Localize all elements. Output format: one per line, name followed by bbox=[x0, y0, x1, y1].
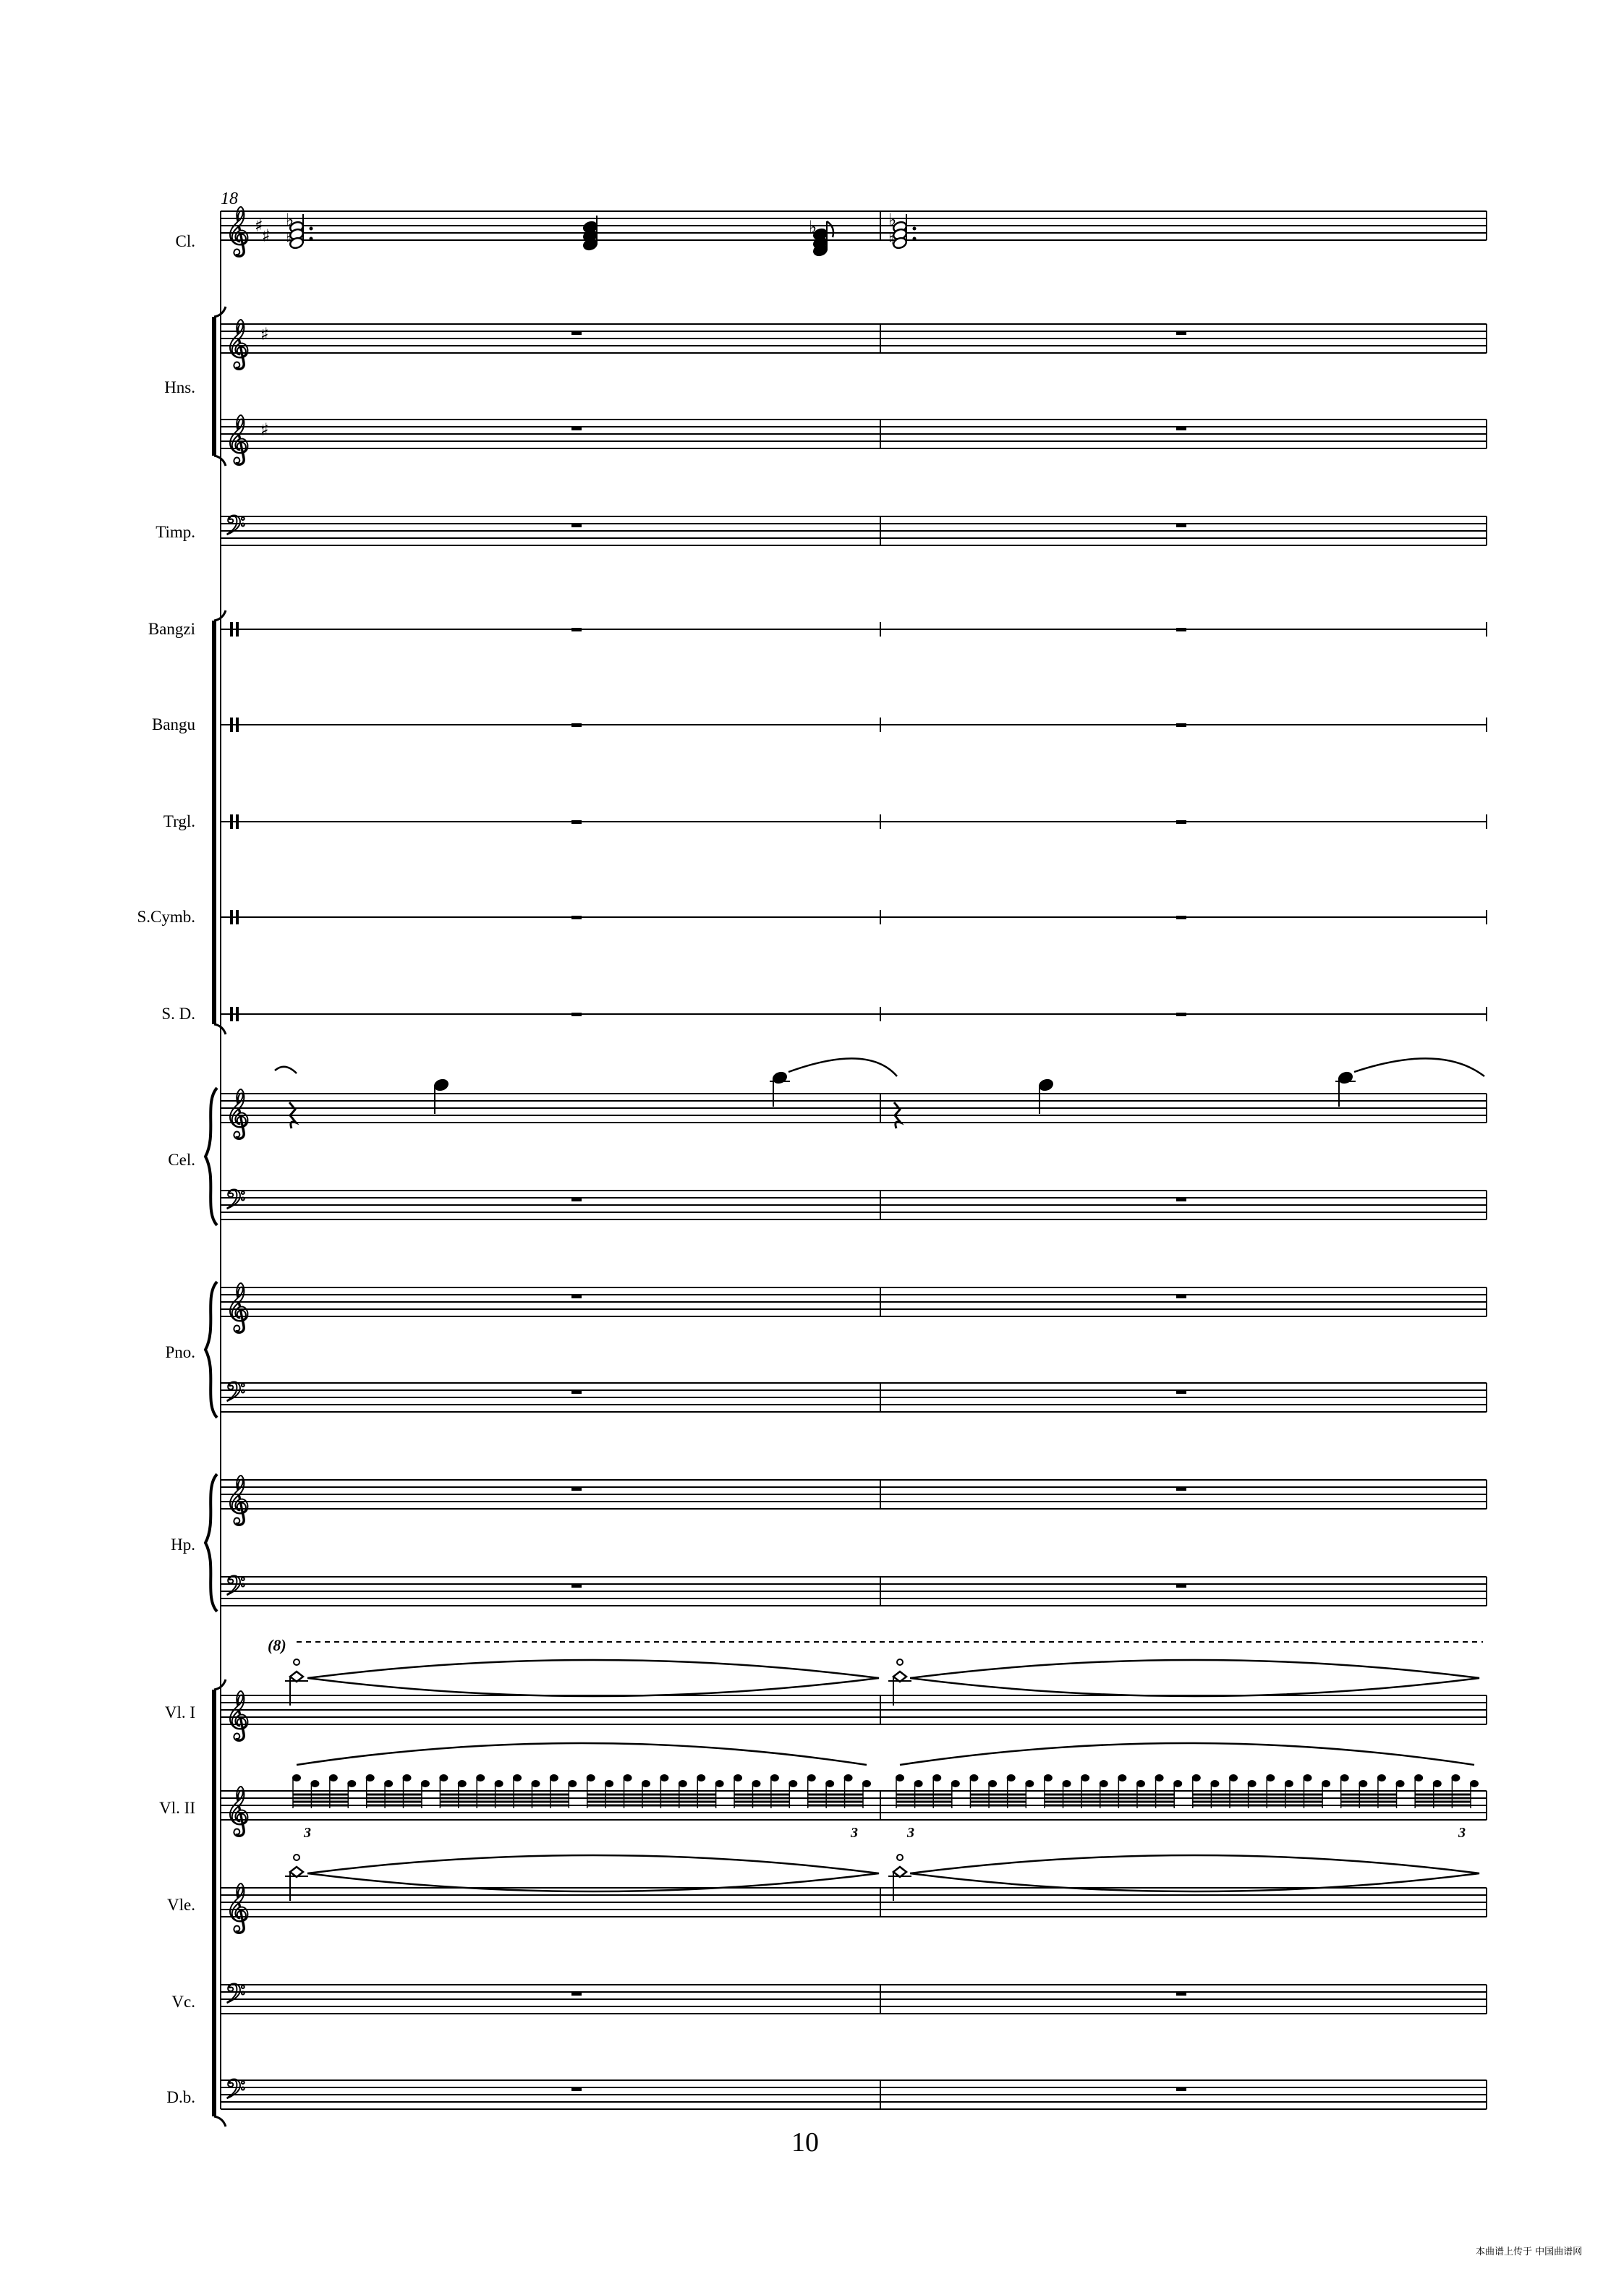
whole-rest bbox=[1176, 1013, 1186, 1016]
whole-rest bbox=[1176, 524, 1186, 527]
whole-rest bbox=[1176, 1584, 1186, 1588]
whole-rest bbox=[1176, 2087, 1186, 2091]
sharp-icon: ♯ bbox=[260, 324, 269, 344]
note-head bbox=[495, 1780, 503, 1787]
note-head bbox=[1285, 1780, 1293, 1787]
instrument-label-bangu: Bangu bbox=[151, 715, 195, 733]
whole-rest bbox=[571, 524, 582, 527]
note-head bbox=[1303, 1774, 1311, 1781]
note-head bbox=[951, 1780, 960, 1787]
treble-clef-icon: 𝄞 bbox=[225, 1882, 250, 1931]
percussion-clef-icon bbox=[230, 1007, 233, 1021]
score-marks bbox=[205, 210, 1484, 2127]
bass-clef-icon: 𝄢 bbox=[225, 1185, 246, 1222]
whole-rest bbox=[1176, 1487, 1186, 1491]
note-head bbox=[310, 1780, 319, 1787]
note-head bbox=[421, 1780, 430, 1787]
flat-icon: ♭ bbox=[888, 210, 897, 230]
note-head bbox=[896, 1774, 904, 1781]
note-head bbox=[642, 1780, 650, 1787]
whole-rest bbox=[571, 1295, 582, 1298]
whole-rest bbox=[1176, 1992, 1186, 1996]
percussion-staff bbox=[221, 718, 1487, 732]
note-head bbox=[1100, 1780, 1108, 1787]
note-head bbox=[476, 1774, 485, 1781]
tuplet-number: 3 bbox=[304, 1825, 311, 1841]
staff-horn-1 bbox=[221, 318, 1487, 370]
harp-brace bbox=[205, 1474, 217, 1612]
whole-rest bbox=[571, 723, 582, 727]
percussion-clef-icon bbox=[230, 814, 233, 829]
instrument-label-celesta: Cel. bbox=[168, 1151, 195, 1169]
staff-timpani bbox=[221, 511, 1487, 548]
whole-rest bbox=[571, 1198, 582, 1201]
note-head bbox=[1192, 1774, 1201, 1781]
bass-clef-icon: 𝄢 bbox=[225, 1571, 246, 1608]
percussion-clef-icon bbox=[236, 622, 239, 637]
slur bbox=[900, 1743, 1474, 1765]
note-head bbox=[1118, 1774, 1126, 1781]
treble-clef-icon: 𝄞 bbox=[225, 1690, 250, 1739]
percussion-staff bbox=[221, 622, 1487, 637]
note-head bbox=[1007, 1774, 1016, 1781]
note-flag bbox=[827, 221, 833, 237]
treble-clef-icon: 𝄞 bbox=[225, 318, 250, 367]
note-head bbox=[988, 1780, 997, 1787]
note-head bbox=[807, 1774, 816, 1781]
instrument-label-violin-2: Vl. II bbox=[159, 1799, 195, 1817]
note-head bbox=[439, 1774, 448, 1781]
ottava-marking: (8) bbox=[268, 1636, 286, 1654]
whole-rest bbox=[571, 331, 582, 335]
slur bbox=[910, 1855, 1479, 1891]
note-head bbox=[433, 1078, 448, 1091]
note-head bbox=[1414, 1774, 1423, 1781]
instrument-label-suspended-cymbal: S.Cymb. bbox=[137, 908, 195, 926]
whole-rest bbox=[1176, 628, 1186, 631]
whole-rest bbox=[1176, 331, 1186, 335]
whole-rest bbox=[571, 427, 582, 430]
percussion-clef-icon bbox=[230, 718, 233, 732]
harmonic-note-head bbox=[893, 1867, 906, 1877]
note-head bbox=[1025, 1780, 1034, 1787]
staff-celesta-treble bbox=[221, 1088, 1487, 1139]
note-head bbox=[1173, 1780, 1182, 1787]
note-head bbox=[458, 1780, 467, 1787]
tuplet-number: 3 bbox=[907, 1825, 914, 1841]
note-head bbox=[969, 1774, 978, 1781]
harmonic-circle bbox=[294, 1855, 299, 1860]
bass-clef-icon: 𝄢 bbox=[225, 511, 246, 548]
augmentation-dot bbox=[913, 237, 917, 241]
note-head bbox=[932, 1774, 941, 1781]
note-head bbox=[1229, 1774, 1238, 1781]
note-head bbox=[513, 1774, 522, 1781]
note-head bbox=[660, 1774, 668, 1781]
note-head bbox=[624, 1774, 632, 1781]
tuplet-number: 3 bbox=[851, 1825, 858, 1841]
note-head bbox=[531, 1780, 540, 1787]
slur bbox=[910, 1660, 1479, 1696]
percussion-clef-icon bbox=[236, 718, 239, 732]
whole-rest bbox=[1176, 1390, 1186, 1394]
staff-double-bass bbox=[221, 2074, 1487, 2111]
note-head bbox=[1063, 1780, 1071, 1787]
augmentation-dot bbox=[310, 237, 313, 241]
whole-rest bbox=[1176, 1295, 1186, 1298]
note-head bbox=[587, 1774, 595, 1781]
whole-rest bbox=[571, 1013, 582, 1016]
note-head bbox=[329, 1774, 338, 1781]
note-head bbox=[772, 1071, 787, 1084]
note-head bbox=[1338, 1071, 1353, 1084]
note-head bbox=[825, 1780, 834, 1787]
whole-rest bbox=[571, 820, 582, 824]
percussion-staff bbox=[221, 814, 1487, 829]
tie-arc bbox=[275, 1067, 297, 1073]
note-head bbox=[550, 1774, 558, 1781]
staff-piano-treble bbox=[221, 1282, 1487, 1333]
note-head bbox=[1266, 1774, 1275, 1781]
whole-rest bbox=[1176, 820, 1186, 824]
staff-celesta-bass bbox=[221, 1185, 1487, 1222]
note-head bbox=[1322, 1780, 1330, 1787]
note-head bbox=[862, 1780, 871, 1787]
augmentation-dot bbox=[913, 227, 917, 231]
treble-clef-icon: 𝄞 bbox=[225, 1088, 250, 1137]
bass-clef-icon: 𝄢 bbox=[225, 2074, 246, 2111]
page-number: 10 bbox=[791, 2127, 819, 2158]
whole-rest bbox=[571, 628, 582, 631]
whole-rest bbox=[571, 2087, 582, 2091]
note-head bbox=[1359, 1780, 1367, 1787]
note-head bbox=[697, 1774, 705, 1781]
note-head bbox=[347, 1780, 356, 1787]
slur bbox=[307, 1855, 879, 1891]
note-head bbox=[788, 1780, 797, 1787]
instrument-label-clarinet: Cl. bbox=[175, 232, 195, 250]
instrument-label-violin-1: Vl. I bbox=[164, 1703, 195, 1721]
percussion-staff bbox=[221, 910, 1487, 924]
percussion-clef-icon bbox=[230, 910, 233, 924]
whole-rest bbox=[571, 1487, 582, 1491]
percussion-clef-icon bbox=[236, 1007, 239, 1021]
harmonic-circle bbox=[897, 1659, 903, 1665]
whole-rest bbox=[571, 1992, 582, 1996]
note-head bbox=[679, 1780, 687, 1787]
tie-arc bbox=[788, 1058, 897, 1076]
staff-piano-bass bbox=[221, 1377, 1487, 1414]
whole-rest bbox=[1176, 916, 1186, 919]
whole-rest bbox=[571, 1390, 582, 1394]
note-head bbox=[1210, 1780, 1219, 1787]
staff-violin-1 bbox=[221, 1690, 1487, 1741]
treble-clef-icon: 𝄞 bbox=[225, 414, 250, 463]
instrument-label-viola: Vle. bbox=[167, 1896, 195, 1914]
instrument-label-triangle: Trgl. bbox=[163, 812, 195, 830]
whole-rest bbox=[1176, 1198, 1186, 1201]
staff-horn-2 bbox=[221, 414, 1487, 465]
percussion-staff bbox=[221, 1007, 1487, 1021]
whole-rest bbox=[1176, 427, 1186, 430]
instrument-label-harp: Hp. bbox=[171, 1536, 195, 1554]
slur bbox=[297, 1743, 867, 1765]
sharp-icon: ♯ bbox=[262, 226, 271, 246]
note-head bbox=[1136, 1780, 1145, 1787]
note-head bbox=[752, 1780, 760, 1787]
treble-clef-icon: 𝄞 bbox=[225, 1282, 250, 1331]
staff-harp-bass bbox=[221, 1571, 1487, 1608]
tie-arc bbox=[1354, 1058, 1484, 1076]
whole-rest bbox=[571, 1584, 582, 1588]
treble-clef-icon: 𝄞 bbox=[225, 1474, 250, 1523]
natural-icon: ♮ bbox=[888, 231, 894, 249]
augmentation-dot bbox=[310, 227, 313, 231]
note-head bbox=[1470, 1780, 1479, 1787]
staff-cello bbox=[221, 1979, 1487, 2016]
measure-number: 18 bbox=[221, 190, 238, 208]
note-head bbox=[1433, 1780, 1442, 1787]
note-head bbox=[384, 1780, 393, 1787]
tuplet-number: 3 bbox=[1458, 1825, 1466, 1841]
slur bbox=[307, 1660, 879, 1696]
bass-clef-icon: 𝄢 bbox=[225, 1979, 246, 2016]
instrument-label-double-bass: D.b. bbox=[166, 2088, 195, 2106]
instrument-label-bangzi: Bangzi bbox=[148, 620, 195, 638]
note-head bbox=[1044, 1774, 1053, 1781]
note-head bbox=[292, 1774, 301, 1781]
note-head bbox=[1340, 1774, 1349, 1781]
harmonic-note-head bbox=[290, 1672, 303, 1682]
natural-icon: ♮ bbox=[286, 231, 292, 249]
piano-brace bbox=[205, 1282, 217, 1418]
treble-clef-icon: 𝄞 bbox=[225, 1785, 250, 1834]
note-head bbox=[844, 1774, 853, 1781]
flat-icon: ♭ bbox=[809, 217, 817, 237]
percussion-clef-icon bbox=[236, 910, 239, 924]
instrument-label-piano: Pno. bbox=[165, 1343, 195, 1361]
whole-rest bbox=[1176, 723, 1186, 727]
sharp-icon: ♯ bbox=[260, 420, 269, 440]
note-head bbox=[403, 1774, 412, 1781]
note-head bbox=[914, 1780, 923, 1787]
harmonic-note-head bbox=[290, 1867, 303, 1877]
harmonic-note-head bbox=[893, 1672, 906, 1682]
note-head bbox=[1248, 1780, 1257, 1787]
percussion-clef-icon bbox=[236, 814, 239, 829]
instrument-label-horns: Hns. bbox=[164, 378, 195, 396]
note-head bbox=[1155, 1774, 1164, 1781]
instrument-label-timpani: Timp. bbox=[156, 523, 195, 541]
flat-icon: ♭ bbox=[286, 210, 294, 230]
treble-clef-icon: 𝄞 bbox=[225, 205, 250, 255]
note-head bbox=[1038, 1078, 1053, 1091]
footer-credit: 本曲谱上传于 中国曲谱网 bbox=[1476, 2247, 1583, 2257]
note-head bbox=[568, 1780, 577, 1787]
note-head bbox=[734, 1774, 742, 1781]
percussion-clef-icon bbox=[230, 622, 233, 637]
staff-clarinet bbox=[221, 205, 1487, 257]
instrument-label-cello: Vc. bbox=[171, 1993, 195, 2011]
strings-bracket-hook bbox=[214, 2116, 226, 2127]
note-head bbox=[1377, 1774, 1386, 1781]
harmonic-circle bbox=[897, 1855, 903, 1860]
staff-harp-treble bbox=[221, 1474, 1487, 1525]
note-head bbox=[1081, 1774, 1089, 1781]
note-head bbox=[1451, 1774, 1460, 1781]
bass-clef-icon: 𝄢 bbox=[225, 1377, 246, 1414]
celesta-brace bbox=[205, 1088, 217, 1225]
note-head bbox=[770, 1774, 779, 1781]
instrument-label-snare-drum: S. D. bbox=[161, 1005, 195, 1023]
whole-rest bbox=[571, 916, 582, 919]
note-head bbox=[1396, 1780, 1405, 1787]
harmonic-circle bbox=[294, 1659, 299, 1665]
note-head bbox=[366, 1774, 375, 1781]
note-head bbox=[715, 1780, 724, 1787]
note-head bbox=[605, 1780, 613, 1787]
sharp-icon: ♯ bbox=[255, 216, 263, 236]
